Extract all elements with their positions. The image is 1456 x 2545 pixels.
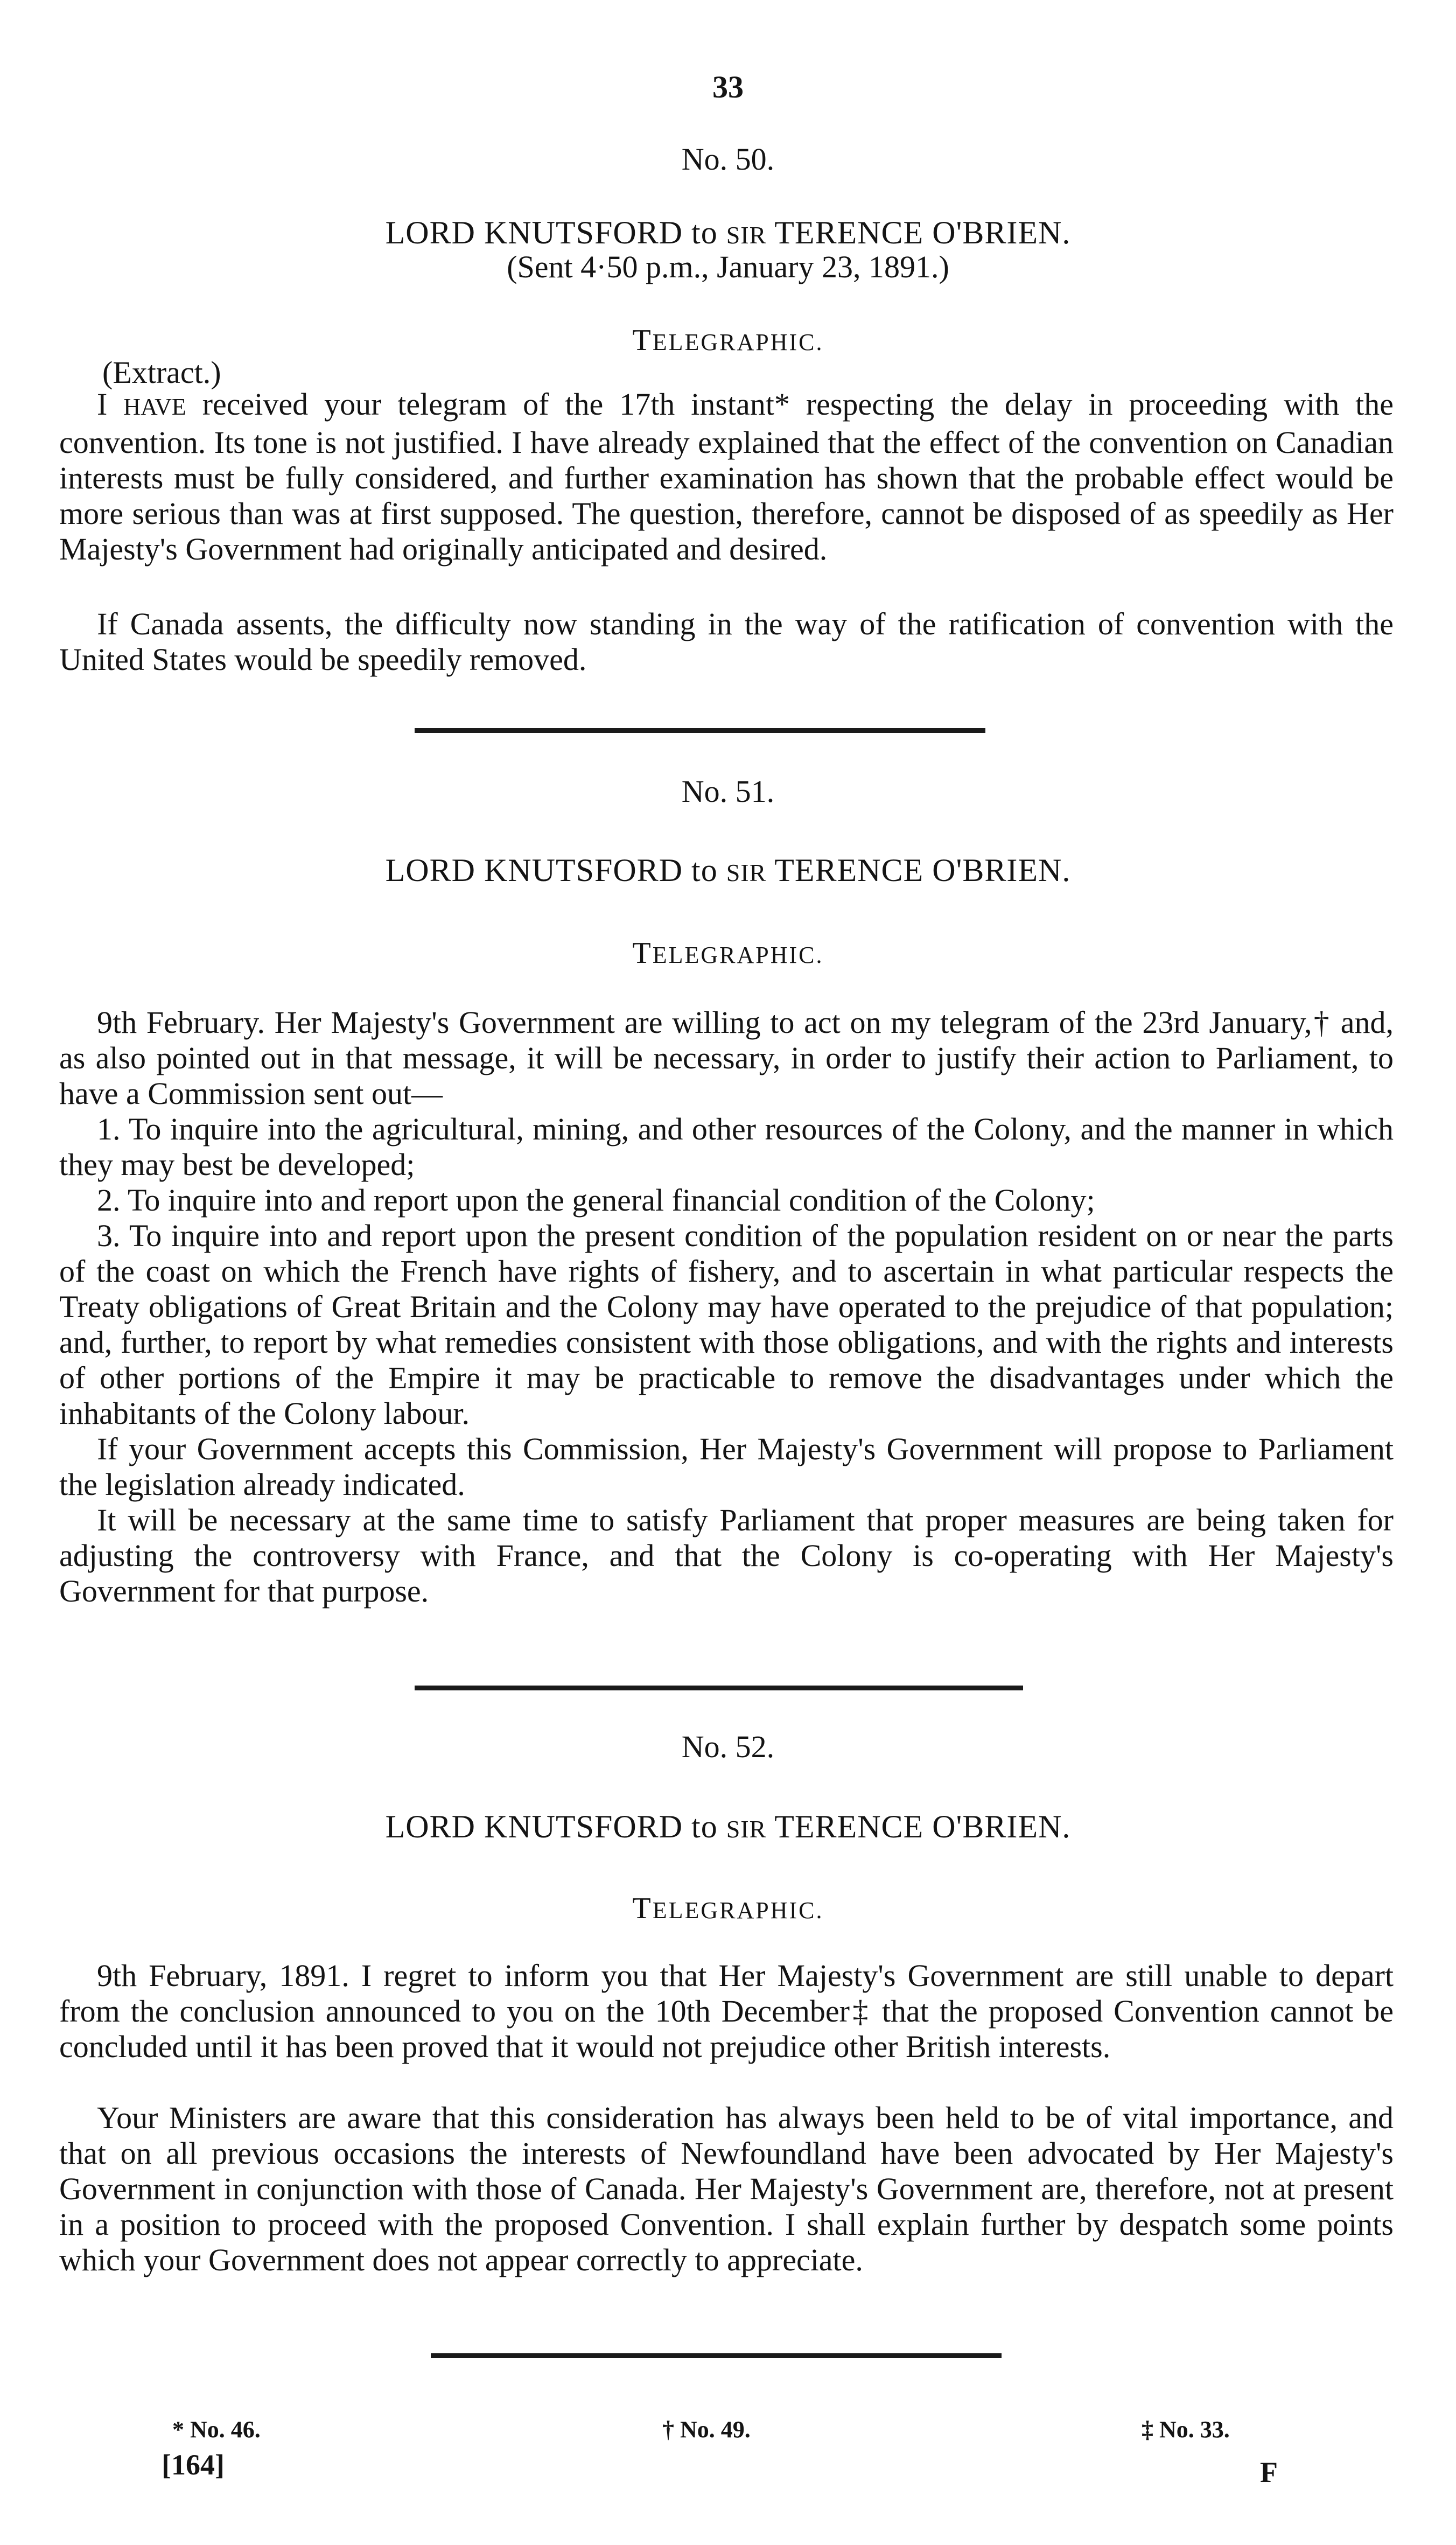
- section-52-paragraph-2: Your Ministers are aware that this consideration has always been held to be of vital importance, and that on all previous occasions the interests of Newfoundland have been advocated by Her Majesty's Government in conjunction with those of Canada. Her Majesty's Government are, therefore, not at present in a position to proceed with the proposed Convention. I shall explain further by despatch some points which your Government does not appear correctly to appreciate.: [59, 2100, 1394, 2277]
- section-52-heading: LORD KNUTSFORD to SIR TERENCE O'BRIEN.: [385, 1809, 1071, 1844]
- section-50-sent-time: (Sent 4·50 p.m., January 23, 1891.): [507, 249, 949, 284]
- section-divider: [431, 2353, 1002, 2358]
- section-51-number: No. 51.: [681, 774, 775, 809]
- section-divider: [415, 728, 985, 733]
- footnote-3: ‡ No. 33.: [1142, 2416, 1230, 2443]
- section-51-paragraph-france: It will be necessary at the same time to satisfy Parliament that proper measures are being taken for adjusting the controversy with France, and that the Colony is co-operating with Her Majesty's Government for that purpose.: [59, 1502, 1394, 1609]
- section-50-extract-note: (Extract.): [102, 355, 221, 390]
- section-51-paragraph-1: 9th February. Her Majesty's Government are willing to act on my telegram of the 23rd January,† and, as also pointed out in that message, it will be necessary, in order to justify their action to Parliament, to have a Commission sent out—: [59, 1005, 1394, 1111]
- telegraphic-label-text: ELEGRAPHIC.: [652, 942, 824, 968]
- section-52-number: No. 52.: [681, 1729, 775, 1764]
- printer-mark: [164]: [162, 2449, 225, 2481]
- footnote-1: * No. 46.: [172, 2416, 261, 2443]
- heading-from: LORD KNUTSFORD to: [385, 215, 718, 250]
- section-50-telegraphic-label: TELEGRAPHIC.: [632, 324, 824, 357]
- section-50-paragraph-2: If Canada assents, the difficulty now standing in the way of the ratification of convention with the United States would be speedily removed.: [59, 606, 1394, 677]
- section-50-number: No. 50.: [681, 142, 775, 177]
- signature-mark: F: [1260, 2456, 1278, 2488]
- section-51-paragraph-commission: If your Government accepts this Commission, Her Majesty's Government will propose to Parliament the legislation already indicated.: [59, 1431, 1394, 1502]
- section-51-item-1: 1. To inquire into the agricultural, mining, and other resources of the Colony, and the manner in which they may best be developed;: [59, 1111, 1394, 1182]
- section-50-paragraph-1: I HAVE received your telegram of the 17th instant* respecting the delay in proceeding with the convention. Its tone is not justified. I have already explained that the effect of the convention on Canadian interests must be fully considered, and further examination has shown that the probable effect would be more serious than was at first supposed. The question, therefore, cannot be disposed of as speedily as Her Majesty's Government had originally anticipated and desired.: [59, 387, 1394, 567]
- section-52-telegraphic-label: TELEGRAPHIC.: [632, 1892, 824, 1925]
- section-51-item-3: 3. To inquire into and report upon the present condition of the population resident on or near the parts of the coast on which the French have rights of fishery, and to ascertain in what particular respects the Treaty obligations of Great Britain and the Colony may have operated to the prejudice of that population; and, further, to report by what remedies consistent with those obligations, and with the rights and interests of other portions of the Empire it may be practicable to remove the disadvantages under which the inhabitants of the Colony labour.: [59, 1218, 1394, 1431]
- section-51-telegraphic-label: TELEGRAPHIC.: [632, 936, 824, 970]
- heading-to: TERENCE O'BRIEN.: [774, 215, 1071, 250]
- section-50-heading: [0, 214, 1456, 251]
- telegraphic-label-text: ELEGRAPHIC.: [652, 1897, 824, 1924]
- telegraphic-label-text: ELEGRAPHIC.: [652, 329, 824, 355]
- section-51-heading: LORD KNUTSFORD to SIR TERENCE O'BRIEN.: [385, 852, 1071, 888]
- section-divider: [415, 1686, 1023, 1690]
- section-52-paragraph-1: 9th February, 1891. I regret to inform you that Her Majesty's Government are still unable to depart from the conclusion announced to you on the 10th December‡ that the proposed Convention cannot be concluded until it has been proved that it would not prejudice other British interests.: [59, 1958, 1394, 2064]
- heading-title: SIR: [726, 221, 767, 249]
- section-51-item-2: 2. To inquire into and report upon the general financial condition of the Colony;: [97, 1183, 1095, 1218]
- page-number: 33: [712, 69, 744, 104]
- footnote-2: † No. 49.: [662, 2416, 751, 2443]
